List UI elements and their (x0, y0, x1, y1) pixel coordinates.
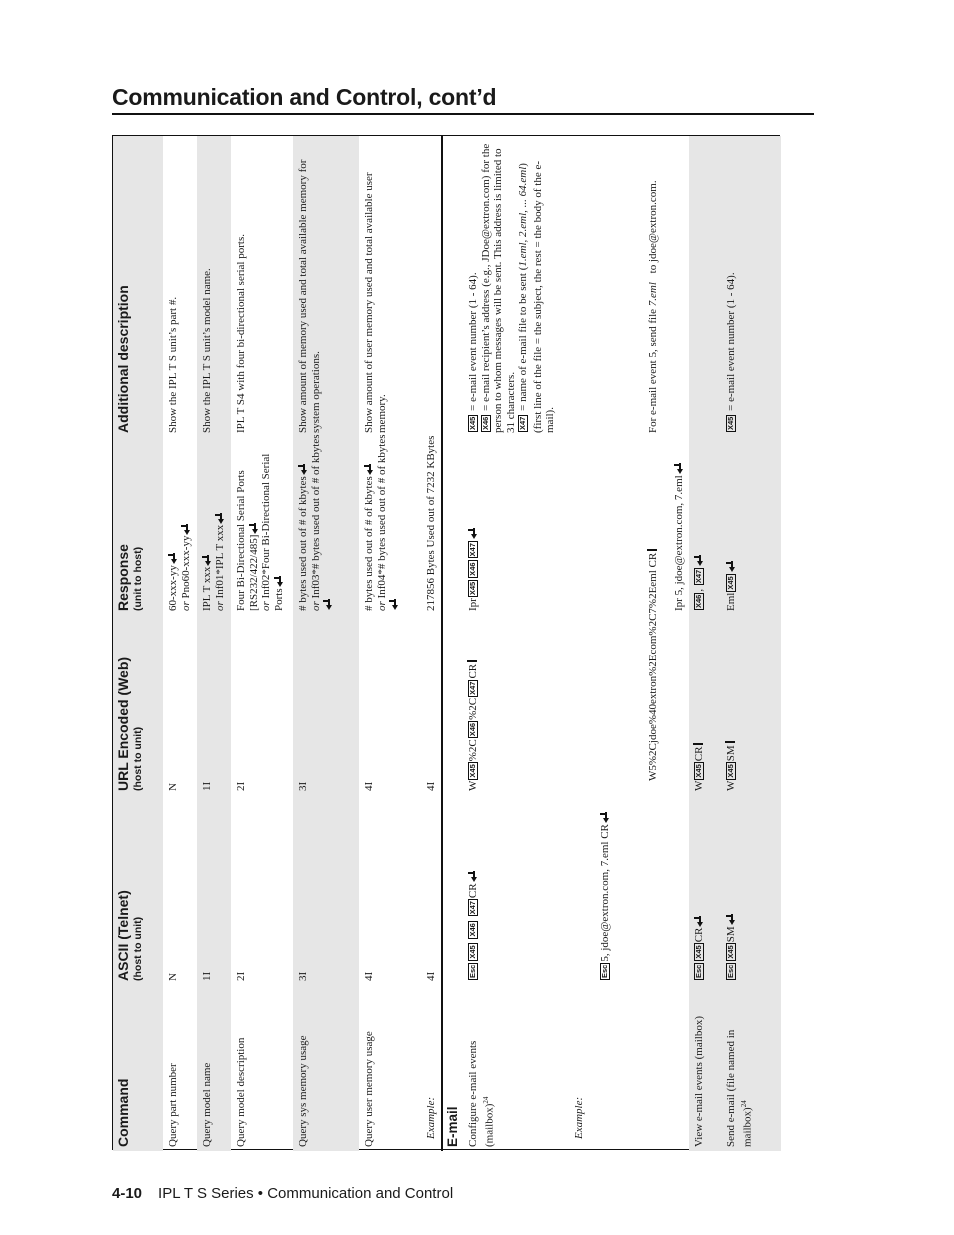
table-row-view-email (689, 136, 721, 1151)
command-table (112, 135, 780, 1150)
url-cell: 2I (235, 781, 247, 791)
cr-bar-icon (647, 549, 657, 551)
footer-text: IPL T S Series • Communication and Control (158, 1185, 454, 1202)
description-cell: Show the IPL T S unit’s part #. (167, 296, 179, 433)
page-title: Communication and Control, cont’d (112, 84, 497, 110)
description-cell: X45 = e-mail event number (1 - 64). X46 = e-mail recipient’s address (e.g., JDoe@extron.com) for the person to whom messages will be sent. This address is limited to 31 characters. X47 = name of e-mail file to be sent (1.eml, 2.eml, ... 64.eml) (first line of the file = the subject, the rest = the body of the e-mail). (467, 143, 556, 433)
command-cell: Configure e-mail events (mailbox)$^{24}$ (467, 1040, 496, 1147)
ascii-cell: EscX45CR (693, 816, 706, 981)
example-label: Example: (425, 1096, 437, 1139)
command-cell: Query part number (167, 1063, 179, 1147)
header-command: Command (115, 1078, 131, 1147)
return-arrow-icon (600, 812, 609, 823)
x47-variable: X47 (468, 543, 477, 557)
x47-variable: X47 (468, 901, 477, 915)
x45-variable: X45 (468, 416, 477, 430)
x45-variable: X45 (726, 416, 735, 430)
url-cell: 4I (363, 781, 375, 791)
cr-bar-icon (725, 741, 735, 743)
response-cell: Four Bi-Directional Serial Ports [RS232/422/485] or Inf02*Four Bi-Directional Serial Ports (235, 453, 285, 611)
response-cell: # bytes used out of # of kbytes or Inf04*# bytes used out of # of kbytes (363, 433, 401, 611)
return-arrow-icon (674, 463, 683, 474)
x45-variable: X45 (694, 945, 703, 959)
description-cell: X45 = e-mail event number (1 - 64). (725, 272, 737, 430)
x47-variable: X47 (694, 569, 703, 584)
description-cell: Show amount of user memory used and total available user memory. (363, 172, 388, 433)
response-cell: 60-xxx-yy or Pno60-xxx-yy (167, 433, 192, 611)
return-arrow-icon (389, 599, 398, 610)
return-arrow-icon (726, 561, 735, 572)
header-response: Response (unit to host) (115, 544, 144, 611)
table-row-user-memory (359, 136, 441, 1151)
command-cell: Query user memory usage (363, 1031, 375, 1147)
return-arrow-icon (323, 599, 332, 610)
description-cell: Show the IPL T S unit’s model name. (201, 268, 213, 433)
section-divider (441, 136, 443, 1151)
x45-variable: X45 (468, 764, 477, 778)
page-footer (112, 1185, 453, 1202)
url-cell: 3I (297, 781, 309, 791)
ascii-cell: 4I (363, 971, 375, 981)
return-arrow-icon (364, 464, 373, 475)
x46-variable: X46 (468, 562, 477, 576)
url-cell: N (167, 783, 179, 791)
example-ascii: Esc5, jdoe@extron.com, 7.eml CR (599, 812, 612, 981)
table-row-sys-memory (293, 136, 359, 1151)
url-cell: WX45SM (725, 611, 738, 791)
section-title-email: E-mail (445, 1106, 460, 1147)
table-row-send-email (721, 136, 781, 1151)
description-cell: Show amount of memory used and total available memory for system operations. (297, 159, 322, 433)
command-cell: Query model name (201, 1062, 213, 1147)
return-arrow-icon (468, 528, 477, 539)
cr-bar-icon (693, 743, 703, 745)
ascii-cell: EscX45SM (725, 816, 738, 981)
response-cell: IPL T xxx or Inf01*IPL T xxx (201, 433, 226, 611)
header-description: Additional description (115, 285, 131, 433)
x45-variable: X45 (468, 581, 477, 596)
return-arrow-icon (468, 871, 477, 882)
ascii-cell: 2I (235, 971, 247, 981)
cr-bar-icon (467, 660, 477, 662)
x46-variable: X46 (480, 416, 490, 430)
title-rule (112, 113, 814, 115)
return-arrow-icon (202, 555, 211, 566)
example-ascii: 4I (425, 971, 437, 981)
ascii-cell: 3I (297, 971, 309, 981)
x46-variable: X46 (694, 594, 703, 608)
example-description: For e-mail event 5, send file 7.eml to jdoe@extron.com. (647, 180, 659, 433)
return-arrow-icon (274, 576, 283, 587)
x45-variable: X45 (726, 576, 735, 590)
command-cell: View e-mail events (mailbox) (693, 1016, 705, 1147)
response-cell: IprX45X46X47 (467, 433, 480, 611)
x45-variable: X45 (726, 945, 735, 959)
response-cell: EmlX45 (725, 433, 738, 611)
url-cell: WX45%2CX46%2CX47CR (467, 611, 480, 791)
return-arrow-icon (694, 555, 703, 566)
response-cell: X46, X47 (693, 433, 706, 611)
table-row-model-name (197, 136, 231, 1151)
response-cell: # bytes used out of # of kbytes or Inf03*# bytes used out of # of kbytes (297, 433, 335, 611)
x46-variable: X46 (468, 923, 477, 937)
return-arrow-icon (181, 524, 190, 535)
url-cell: WX45CR (693, 611, 706, 791)
command-cell: Send e-mail (file named in mailbox)$^{24}$ (725, 1029, 754, 1147)
x46-variable: X46 (468, 722, 477, 737)
return-arrow-icon (249, 523, 258, 534)
page-number: 4-10 (112, 1185, 143, 1202)
command-cell: Query sys memory usage (297, 1035, 309, 1147)
return-arrow-icon (694, 916, 703, 927)
x47-variable: X47 (518, 416, 527, 430)
x47-variable: X47 (468, 681, 477, 695)
return-arrow-icon (168, 553, 177, 564)
table-row-part-number (163, 136, 197, 1151)
example-url: 4I (425, 781, 437, 791)
ascii-cell: EscX45 X46 X47CR (467, 816, 480, 981)
header-url: URL Encoded (Web) (host to unit) (115, 656, 144, 791)
ascii-cell: 1I (201, 971, 213, 981)
x45-variable: X45 (468, 945, 477, 959)
url-cell: 1I (201, 781, 213, 791)
x45-variable: X45 (726, 764, 735, 778)
return-arrow-icon (726, 914, 735, 925)
table-header (113, 136, 163, 1151)
x45-variable: X45 (694, 764, 703, 778)
header-ascii: ASCII (Telnet) (host to unit) (115, 890, 144, 981)
esc-key-icon: Esc (468, 964, 477, 978)
table-row-model-description (231, 136, 293, 1151)
example-label: Example: (573, 1096, 585, 1139)
table-row-configure-email (463, 136, 689, 1151)
description-cell: IPL T S4 with four bi-directional serial ports. (235, 234, 247, 433)
example-response: Ipr 5, jdoe@extron.com, 7.eml (673, 431, 686, 611)
example-response: 217856 Bytes Used out of 7232 KBytes (425, 435, 437, 611)
esc-key-icon: Esc (694, 964, 703, 978)
rotated-table-body (113, 136, 781, 1151)
example-url: W5%2Cjdoe%40extron%2Ecom%2C7%2Eeml CR (647, 549, 660, 781)
return-arrow-icon (298, 464, 307, 475)
esc-key-icon: Esc (726, 964, 735, 978)
ascii-cell: N (167, 973, 179, 981)
command-cell: Query model description (235, 1037, 247, 1147)
return-arrow-icon (215, 513, 224, 524)
esc-key-icon: Esc (600, 964, 609, 978)
